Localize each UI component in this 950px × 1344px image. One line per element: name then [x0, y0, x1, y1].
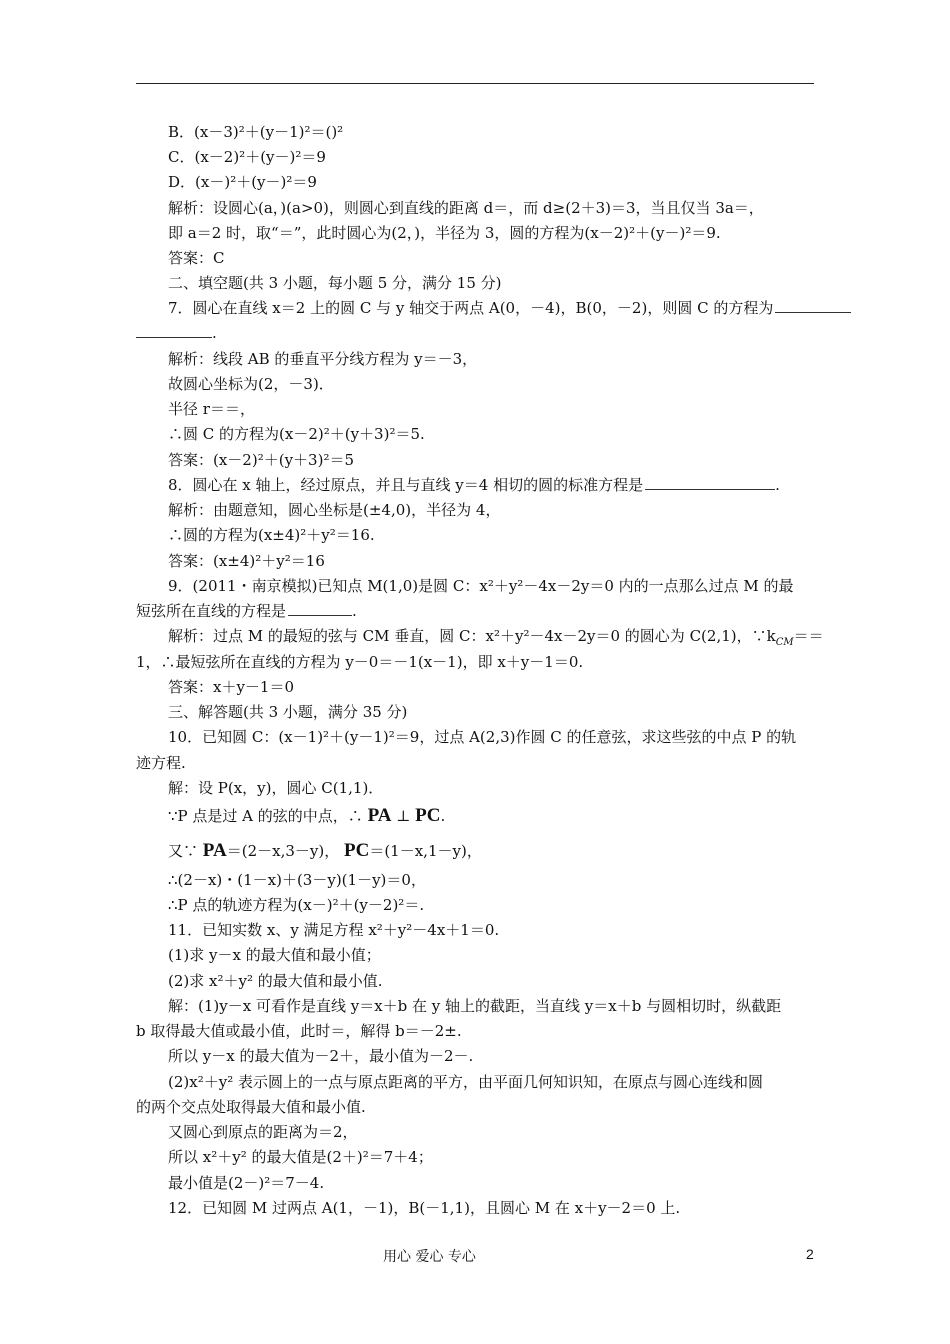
text-line: 10．已知圆 C：(x－1)²＋(y－1)²＝9，过点 A(2,3)作圆 C 的任意弦，求这些弦的中点 P 的轨 [168, 728, 797, 746]
text-line: 故圆心坐标为(2，－3)． [168, 375, 334, 393]
question-8 [168, 475, 780, 495]
answer-blank [288, 601, 352, 616]
text-line: ∴圆 C 的方程为(x－2)²＋(y＋3)²＝5. [168, 425, 425, 443]
text-line: D．(x－)²＋(y－)²＝9 [168, 173, 317, 191]
text-line: 解析：过点 M 的最短的弦与 CM 垂直，圆 C：x²＋y²－4x－2y＝0 的圆心为 C(2,1)，∵k [168, 627, 776, 645]
text-line: (2)x²＋y² 表示圆上的一点与原点距离的平方，由平面几何知识知，在原点与圆心连线和圆 [168, 1073, 763, 1091]
text-line: C．(x－2)²＋(y－)²＝9 [168, 148, 326, 166]
text-line: 的两个交点处取得最大值和最小值. [136, 1098, 366, 1116]
vector-pc: PC [344, 840, 370, 861]
solution-line [168, 626, 824, 653]
answer-blank [136, 323, 212, 338]
vector-line [168, 806, 445, 826]
text-line: (1)求 y－x 的最大值和最小值； [168, 946, 381, 964]
text-line: 1，∴最短弦所在直线的方程为 y－0＝－1(x－1)，即 x＋y－1＝0. [136, 653, 584, 671]
text-line: . [775, 476, 780, 494]
text-line: 又∵ [168, 842, 199, 860]
text-line: 迹方程. [136, 754, 186, 772]
text-line: 半径 r＝＝， [168, 400, 255, 418]
text-line: 最小值是(2－)²＝7－4. [168, 1174, 325, 1192]
text-line: 答案：C [168, 249, 225, 267]
vector-pa: PA [367, 805, 392, 826]
answer-blank [645, 475, 775, 490]
text-line: ∵P 点是过 A 的弦的中点，∴ [168, 807, 363, 825]
text-line: ＝＝ [793, 627, 824, 645]
text-line: b 取得最大值或最小值，此时＝，解得 b＝－2±. [136, 1022, 462, 1040]
text-line: 答案：x＋y－1＝0 [168, 678, 295, 696]
text-line: 答案：(x±4)²＋y²＝16 [168, 552, 325, 570]
text-line: 即 a＝2 时，取“＝”，此时圆心为(2，)，半径为 3，圆的方程为(x－2)²＋(y－)²＝9. [168, 224, 721, 242]
text-line: . [212, 324, 217, 342]
text-line: 解：(1)y－x 可看作是直线 y＝x＋b 在 y 轴上的截距，当直线 y＝x＋b 与圆相切时，纵截距 [168, 997, 782, 1015]
text-line: ＝(2－x,3－y)， [226, 842, 340, 860]
text-line: 短弦所在直线的方程是 [136, 602, 287, 620]
text-line: 12．已知圆 M 过两点 A(1，－1)，B(－1,1)，且圆心 M 在 x＋y－2＝0 上. [168, 1199, 681, 1217]
perp-symbol: ⊥ [396, 807, 411, 825]
text-line: 解析：设圆心(a，)(a>0)，则圆心到直线的距离 d＝，而 d≥(2＋3)＝3，当且仅当 3a＝， [168, 199, 764, 217]
text-line: 9．(2011・南京模拟)已知点 M(1,0)是圆 C：x²＋y²－4x－2y＝0 内的一点那么过点 M 的最 [168, 577, 794, 595]
text-line: 又圆心到原点的距离为＝2， [168, 1123, 358, 1141]
text-line: ＝(1－x,1－y)， [369, 842, 482, 860]
question-9-continued [136, 601, 357, 621]
text-line: ∴P 点的轨迹方程为(x－)²＋(y－2)²＝. [168, 896, 425, 914]
footer-text: 用心 爱心 专心 [383, 1249, 476, 1265]
header-rule [136, 83, 814, 84]
text-line: ∴圆的方程为(x±4)²＋y²＝16. [168, 526, 375, 544]
text-line: 所以 y－x 的最大值为－2＋，最小值为－2－. [168, 1047, 474, 1065]
text-line: 8．圆心在 x 轴上，经过原点，并且与直线 y＝4 相切的圆的标准方程是 [168, 476, 644, 494]
subscript: CM [775, 637, 794, 648]
text-line: 答案：(x－2)²＋(y＋3)²＝5 [168, 451, 354, 469]
vector-pc: PC [415, 805, 441, 826]
text-line: . [352, 602, 357, 620]
text-line: . [440, 807, 446, 825]
question-7-continued [136, 323, 217, 343]
text-line: 解：设 P(x，y)，圆心 C(1,1)． [168, 779, 384, 797]
page-number: 2 [806, 1246, 814, 1262]
vector-line [168, 841, 482, 861]
text-line: 所以 x²＋y² 的最大值是(2＋)²＝7＋4； [168, 1148, 433, 1166]
text-line: 7．圆心在直线 x＝2 上的圆 C 与 y 轴交于两点 A(0，－4)，B(0，－2)，则圆 C 的方程为 [168, 299, 774, 317]
text-line: 11．已知实数 x、y 满足方程 x²＋y²－4x＋1＝0. [168, 921, 500, 939]
question-7 [168, 298, 851, 318]
text-line: ∴(2－x)・(1－x)＋(3－y)(1－y)＝0， [168, 871, 426, 889]
section-heading: 三、解答题(共 3 小题，满分 35 分) [168, 703, 408, 721]
text-line: 解析：线段 AB 的垂直平分线方程为 y＝－3， [168, 350, 478, 368]
answer-blank [775, 298, 851, 313]
section-heading: 二、填空题(共 3 小题，每小题 5 分，满分 15 分) [168, 274, 502, 292]
text-line: (2)求 x²＋y² 的最大值和最小值. [168, 972, 383, 990]
vector-pa: PA [202, 840, 227, 861]
text-line: B．(x－3)²＋(y－1)²＝()² [168, 123, 344, 141]
text-line: 解析：由题意知，圆心坐标是(±4,0)，半径为 4， [168, 501, 501, 519]
